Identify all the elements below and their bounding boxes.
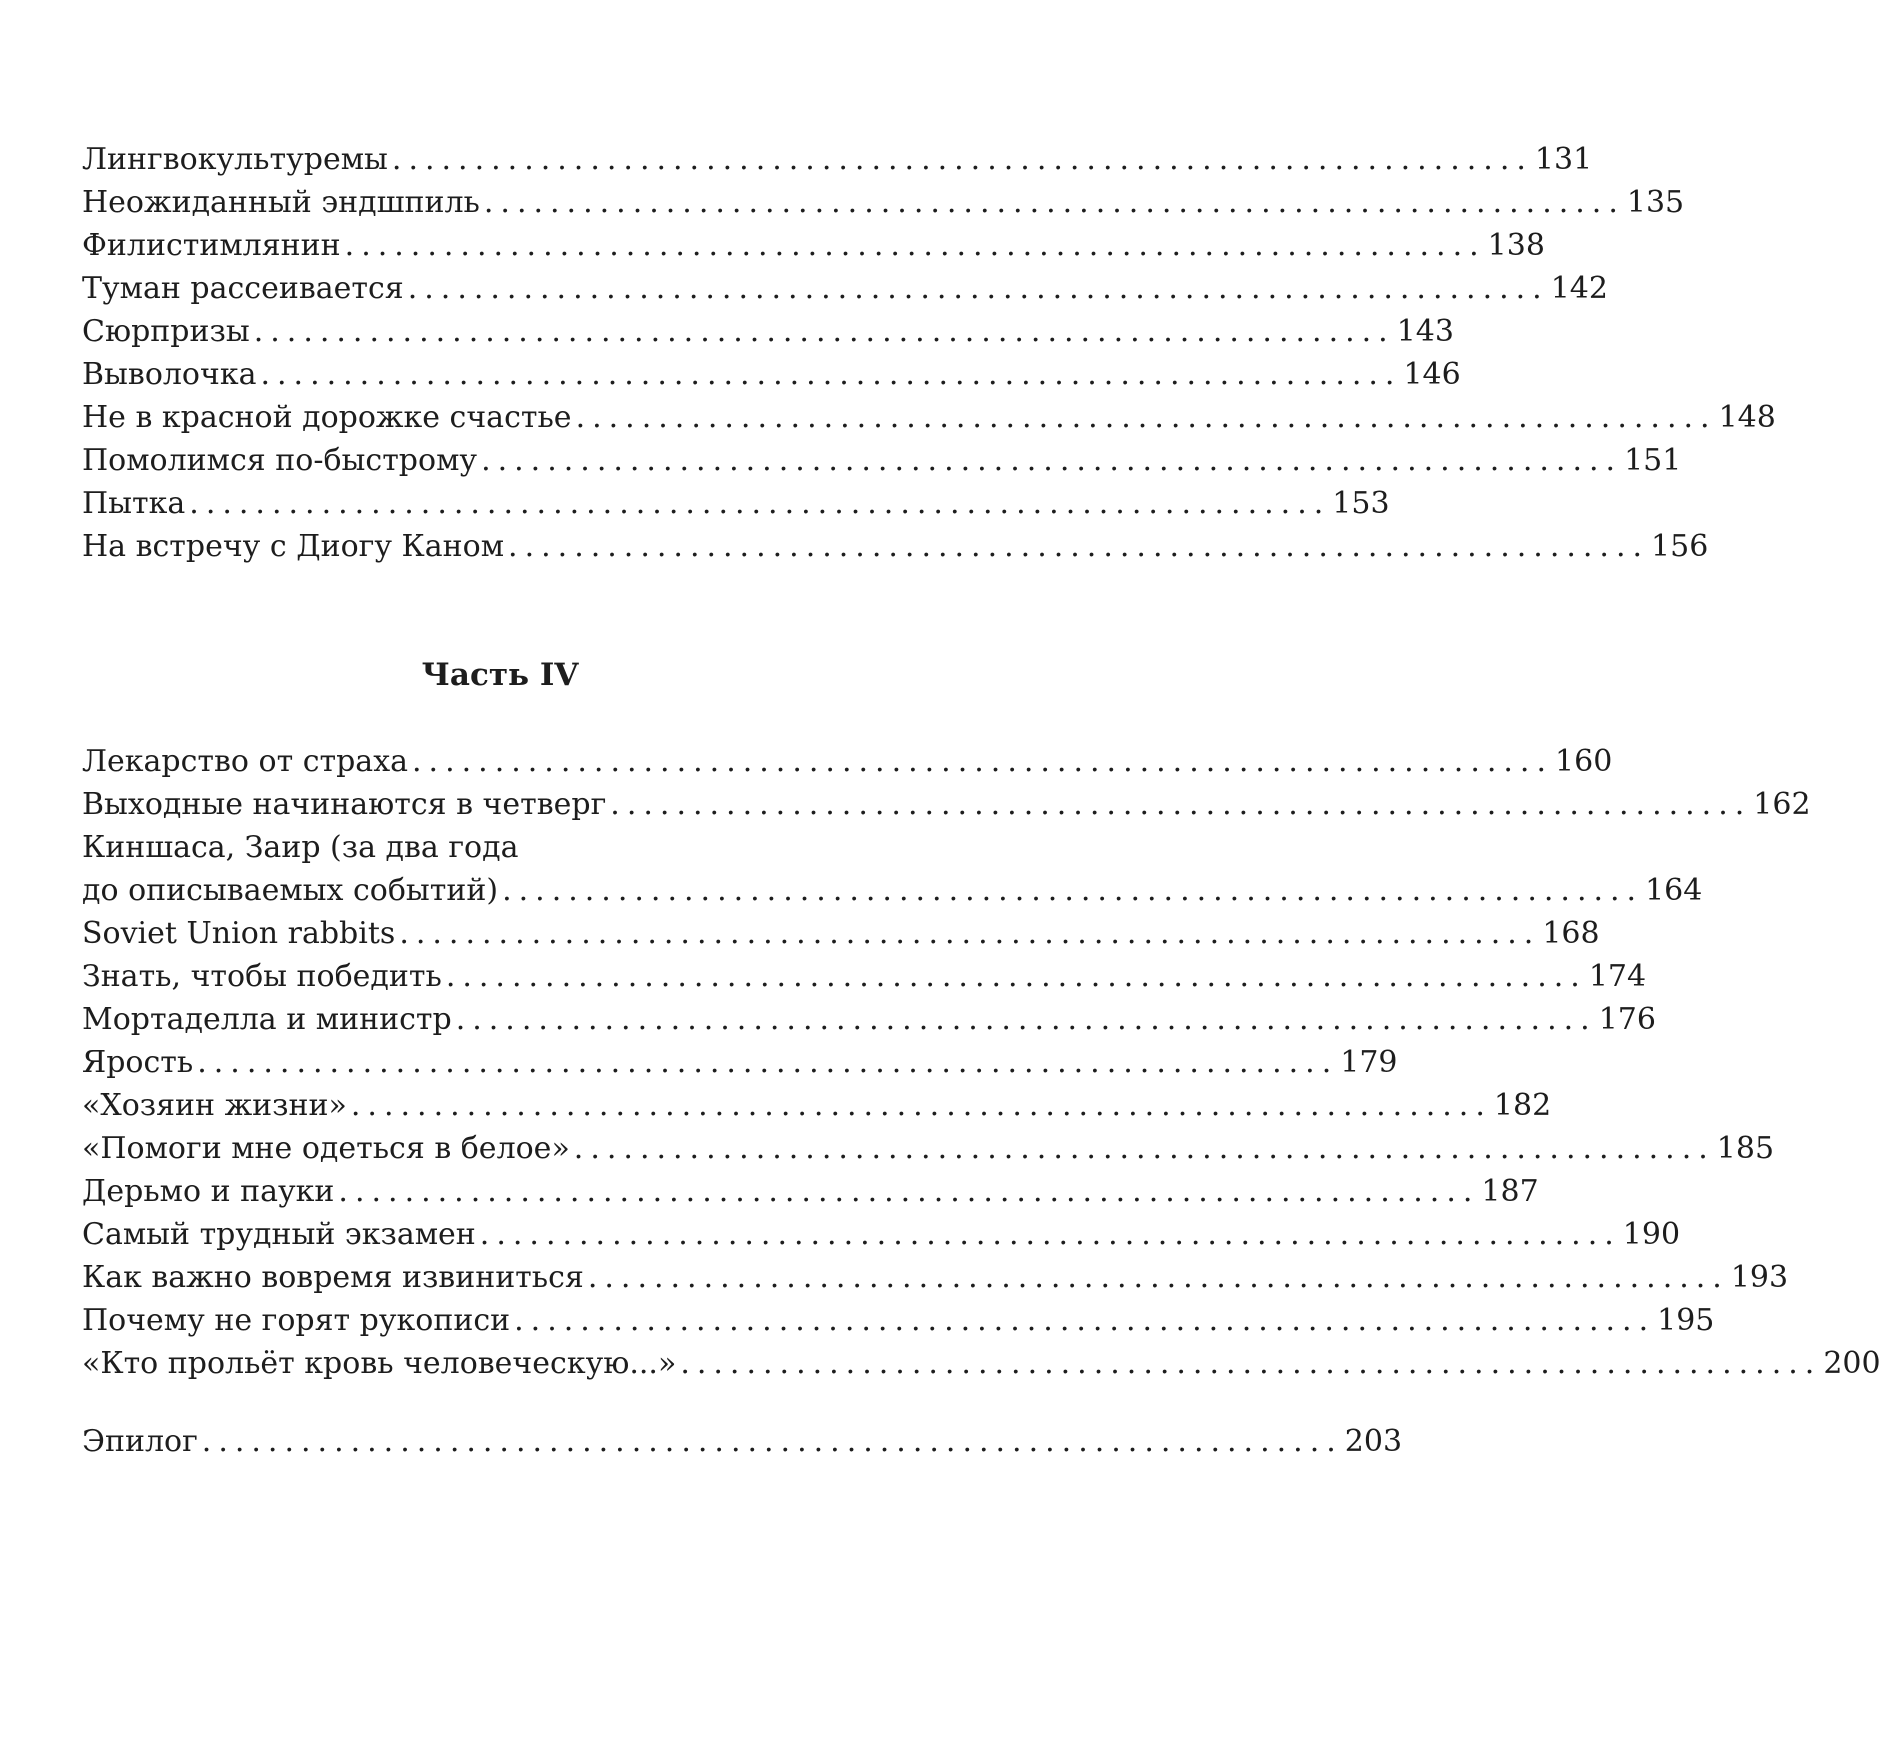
toc-entry-page: 160 [1555, 744, 1613, 779]
toc-entry-title: «Помоги мне одеться в белое» [82, 1131, 570, 1166]
dot-leader: ..................................................................... [455, 1002, 1597, 1037]
toc-entry [82, 912, 1600, 955]
toc-entry-page: 182 [1493, 1088, 1552, 1123]
part-heading: Часть IV [421, 657, 579, 693]
toc-entry [82, 740, 1613, 783]
toc-entry-title: Самый трудный экзамен [82, 1217, 476, 1252]
toc-entry-page: 200 [1823, 1346, 1881, 1381]
toc-entry [82, 181, 1685, 224]
toc-entry-page: 190 [1622, 1217, 1681, 1252]
toc-entry-page: 164 [1645, 873, 1703, 908]
toc-entry-page: 168 [1542, 916, 1600, 951]
toc-entry-title: «Кто прольёт кровь человеческую...» [82, 1346, 677, 1381]
toc-entry-title: Помолимся по-быстрому [82, 443, 478, 478]
toc-entry-page: 143 [1396, 314, 1454, 349]
toc-entry-title: «Хозяин жизни» [82, 1088, 347, 1123]
toc-entry-title: Мортаделла и министр [82, 1002, 452, 1037]
toc-entry-title: На встречу с Диогу Каном [82, 529, 505, 564]
toc-entry [82, 1041, 1398, 1084]
toc-entry-title: Soviet Union rabbits [82, 916, 396, 951]
toc-entry-page: 187 [1481, 1174, 1539, 1209]
dot-leader: ..................................................................... [407, 271, 1549, 306]
toc-entry-page: 162 [1753, 787, 1811, 822]
toc-entry [82, 138, 1593, 181]
toc-entry-page: 195 [1657, 1303, 1715, 1338]
toc-entry-title: Филистимлянин [82, 228, 341, 263]
dot-leader: ..................................................................... [344, 228, 1486, 263]
toc-entry [82, 353, 1461, 396]
dot-leader: ..................................................................... [514, 1303, 1656, 1338]
toc-entry-page: 179 [1340, 1045, 1398, 1080]
dot-leader: ..................................................................... [680, 1346, 1822, 1381]
toc-entry [82, 224, 1545, 267]
toc-entry [82, 482, 1390, 525]
toc-entry [82, 310, 1454, 353]
dot-leader: ..................................................................... [481, 443, 1623, 478]
toc-entry-page: 146 [1403, 357, 1461, 392]
toc-entry [82, 1342, 1881, 1385]
toc-entry-page: 156 [1651, 529, 1709, 564]
dot-leader: ..................................................................... [260, 357, 1402, 392]
toc-entry-title: Как важно вовремя извиниться [82, 1260, 584, 1295]
toc-section-continued [82, 138, 1776, 568]
toc-entry [82, 1213, 1681, 1256]
toc-entry-title-line1: Киншаса, Заир (за два года [82, 830, 519, 865]
toc-entry [82, 1084, 1552, 1127]
toc-entry-title: Сюрпризы [82, 314, 250, 349]
toc-entry-title: Выходные начинаются в четверг [82, 787, 607, 822]
toc-entry [82, 396, 1776, 439]
toc-entry-title: Эпилог [82, 1424, 198, 1459]
toc-entry [82, 1127, 1775, 1170]
toc-entry [82, 783, 1811, 826]
dot-leader: ..................................................................... [502, 873, 1644, 908]
toc-entry-title-line2: до описываемых событий) [82, 873, 499, 908]
toc-entry [82, 998, 1656, 1041]
toc-entry [82, 267, 1608, 310]
toc-entry-title: Знать, чтобы победить [82, 959, 442, 994]
toc-entry-page: 174 [1588, 959, 1647, 994]
toc-entry-page: 135 [1626, 185, 1685, 220]
toc-entry-title: Почему не горят рукописи [82, 1303, 511, 1338]
toc-section-part4 [82, 740, 1881, 1385]
toc-entry-multiline [82, 826, 1703, 912]
toc-entry-line2 [82, 869, 1703, 912]
dot-leader: ..................................................................... [483, 185, 1625, 220]
toc-entry-title: Дерьмо и пауки [82, 1174, 335, 1209]
dot-leader: ..................................................................... [253, 314, 1395, 349]
toc-entry-page: 148 [1718, 400, 1776, 435]
toc-entry-page: 151 [1624, 443, 1682, 478]
dot-leader: ..................................................................... [197, 1045, 1339, 1080]
toc-entry-title: Ярость [82, 1045, 194, 1080]
toc-section-epilogue [82, 1420, 1403, 1463]
toc-entry [82, 1256, 1789, 1299]
toc-entry-page: 176 [1598, 1002, 1656, 1037]
dot-leader: ..................................................................... [587, 1260, 1729, 1295]
toc-entry-epilogue [82, 1420, 1403, 1463]
toc-entry-page: 131 [1534, 142, 1593, 177]
toc-entry-title: Неожиданный эндшпиль [82, 185, 480, 220]
dot-leader: ..................................................................... [201, 1424, 1343, 1459]
dot-leader: ..................................................................... [412, 744, 1554, 779]
dot-leader: ..................................................................... [575, 400, 1717, 435]
toc-entry-title: Выволочка [82, 357, 257, 392]
toc-entry [82, 1170, 1539, 1213]
toc-entry-title: Туман рассеивается [82, 271, 404, 306]
toc-entry [82, 955, 1647, 998]
toc-entry-page: 193 [1730, 1260, 1789, 1295]
dot-leader: ..................................................................... [338, 1174, 1480, 1209]
dot-leader: ..................................................................... [189, 486, 1331, 521]
toc-entry-page: 142 [1550, 271, 1608, 306]
toc-entry-title: Пытка [82, 486, 186, 521]
dot-leader: ..................................................................... [399, 916, 1541, 951]
toc-entry-title: Не в красной дорожке счастье [82, 400, 572, 435]
dot-leader: ..................................................................... [610, 787, 1752, 822]
toc-entry-page: 203 [1344, 1424, 1403, 1459]
toc-entry-title: Лингвокультуремы [82, 142, 388, 177]
dot-leader: ..................................................................... [479, 1217, 1621, 1252]
toc-entry-page: 185 [1716, 1131, 1775, 1166]
toc-entry-page: 138 [1487, 228, 1545, 263]
toc-entry-title: Лекарство от страха [82, 744, 409, 779]
dot-leader: ..................................................................... [573, 1131, 1715, 1166]
toc-entry [82, 1299, 1715, 1342]
dot-leader: ..................................................................... [391, 142, 1533, 177]
dot-leader: ..................................................................... [445, 959, 1587, 994]
dot-leader: ..................................................................... [350, 1088, 1492, 1123]
toc-entry [82, 525, 1709, 568]
toc-entry-page: 153 [1332, 486, 1390, 521]
dot-leader: ..................................................................... [508, 529, 1650, 564]
toc-entry [82, 439, 1682, 482]
